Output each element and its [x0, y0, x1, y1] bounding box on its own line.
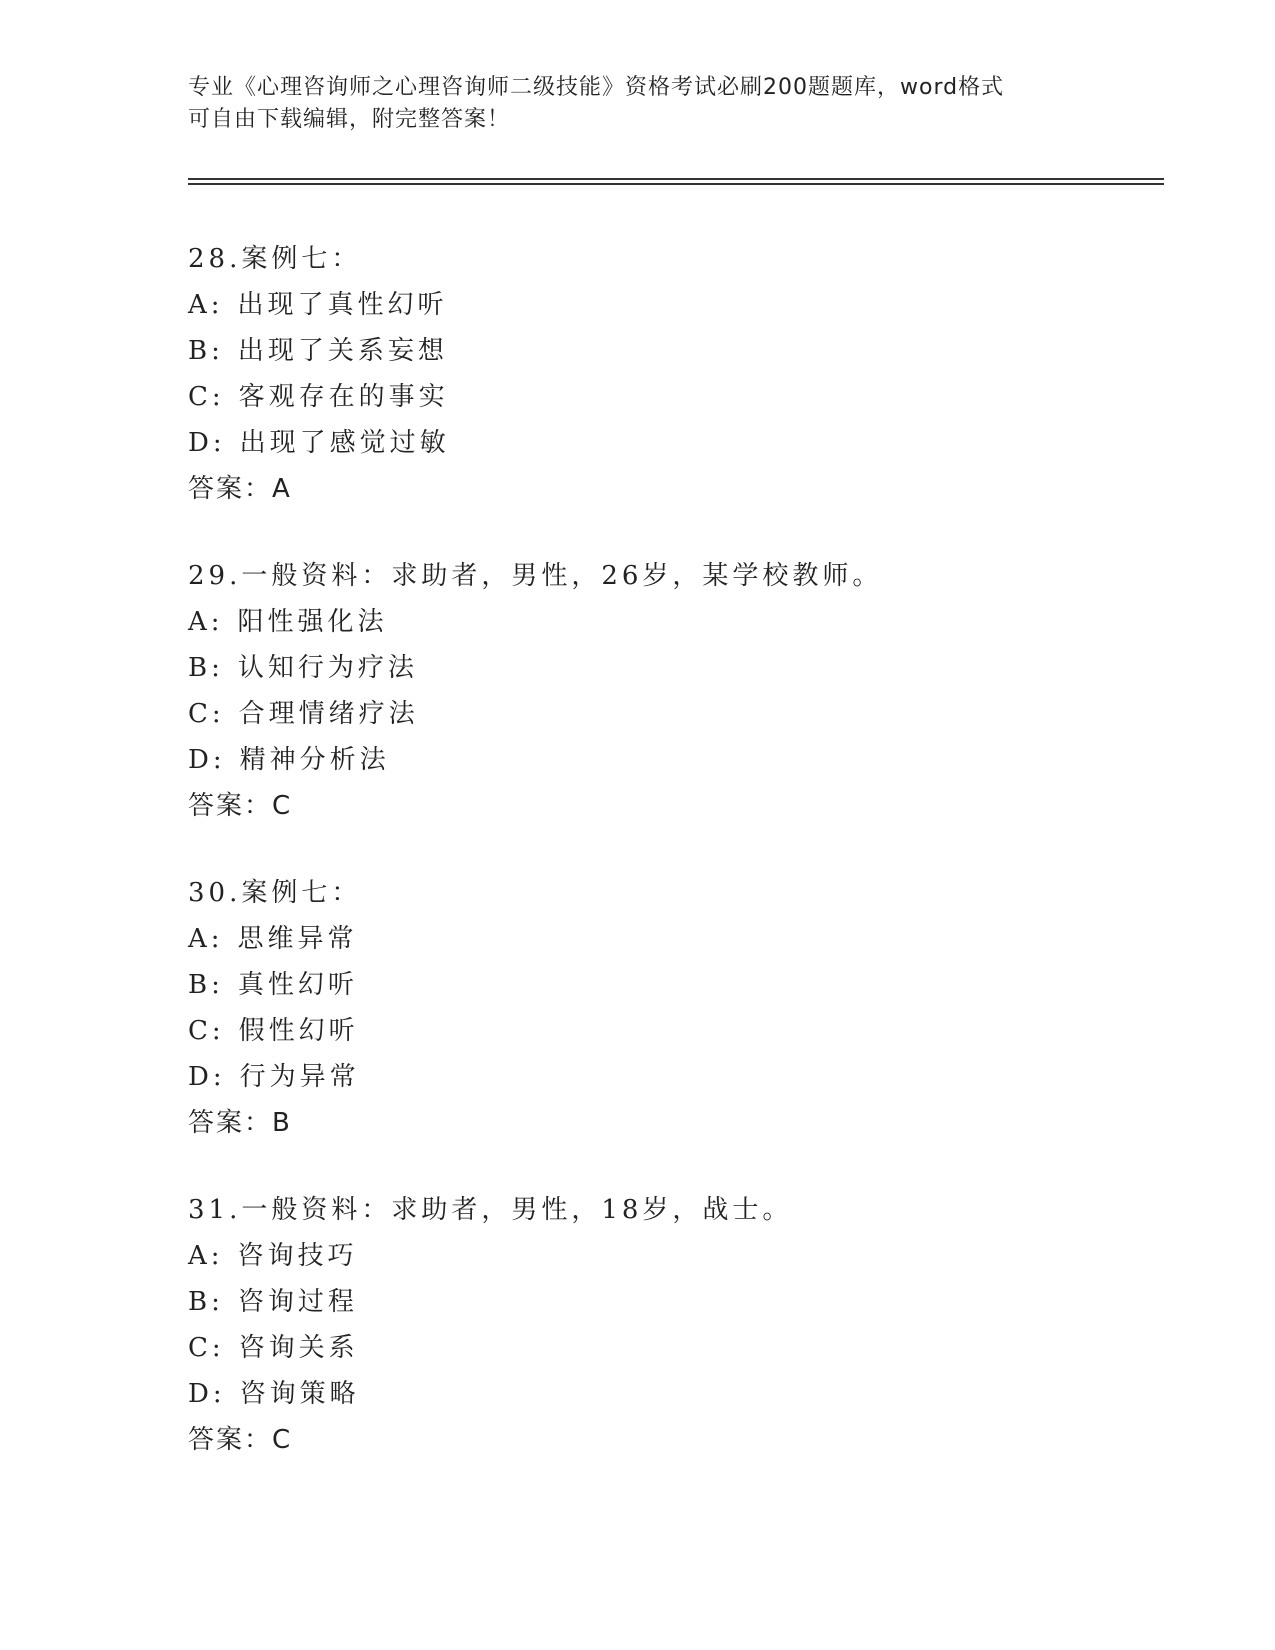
option-label: C: [188, 699, 225, 729]
option-text: 咨询过程 [237, 1287, 358, 1317]
header-rule-bottom [188, 183, 1164, 185]
option-text: 行为异常 [239, 1062, 360, 1092]
answer-line: 答案：B [188, 1108, 292, 1138]
option-label: C: [188, 1016, 225, 1046]
option-text: 客观存在的事实 [238, 382, 449, 412]
option-a [188, 916, 1148, 962]
option-d [188, 420, 1148, 466]
option-text: 真性幻听 [237, 970, 358, 1000]
option-c [188, 691, 1148, 737]
option-a [188, 1233, 1148, 1279]
option-a [188, 282, 1148, 328]
header-line-1: 专业《心理咨询师之心理咨询师二级技能》资格考试必刷200题题库，word格式 [188, 75, 1005, 100]
option-text: 阳性强化法 [237, 607, 388, 637]
option-text: 咨询技巧 [237, 1241, 358, 1271]
option-label: C: [188, 382, 225, 412]
option-d [188, 1054, 1148, 1100]
option-label: D: [188, 1062, 226, 1092]
option-text: 出现了关系妄想 [237, 336, 448, 366]
option-text: 认知行为疗法 [237, 653, 418, 683]
option-label: A: [188, 290, 224, 320]
option-text: 思维异常 [237, 924, 358, 954]
option-b [188, 645, 1148, 691]
option-label: C: [188, 1333, 225, 1363]
question-list [188, 236, 1148, 1504]
option-text: 精神分析法 [239, 745, 390, 775]
option-c [188, 1325, 1148, 1371]
option-label: A: [188, 1241, 224, 1271]
option-label: D: [188, 428, 226, 458]
option-text: 出现了感觉过敏 [239, 428, 450, 458]
answer-line: 答案：C [188, 791, 293, 821]
option-label: D: [188, 1379, 226, 1409]
option-text: 假性幻听 [238, 1016, 359, 1046]
header-line-2: 可自由下载编辑，附完整答案！ [188, 107, 511, 132]
option-label: B: [188, 336, 224, 366]
option-b [188, 962, 1148, 1008]
option-text: 咨询策略 [239, 1379, 360, 1409]
question-stem: 28.案例七： [188, 244, 362, 274]
option-b [188, 328, 1148, 374]
option-label: A: [188, 607, 224, 637]
option-text: 咨询关系 [238, 1333, 359, 1363]
option-text: 出现了真性幻听 [237, 290, 448, 320]
option-label: B: [188, 653, 224, 683]
question-28 [188, 236, 1148, 512]
answer-line: 答案：A [188, 474, 292, 504]
option-label: D: [188, 745, 226, 775]
option-d [188, 737, 1148, 783]
option-c [188, 1008, 1148, 1054]
question-stem: 31.一般资料：求助者，男性，18岁，战士。 [188, 1195, 793, 1225]
question-stem: 29.一般资料：求助者，男性，26岁，某学校教师。 [188, 561, 883, 591]
option-label: A: [188, 924, 224, 954]
document-header [188, 72, 1088, 136]
option-label: B: [188, 970, 224, 1000]
question-31 [188, 1187, 1148, 1463]
option-label: B: [188, 1287, 224, 1317]
option-text: 合理情绪疗法 [238, 699, 419, 729]
question-29 [188, 553, 1148, 829]
option-c [188, 374, 1148, 420]
question-stem: 30.案例七： [188, 878, 362, 908]
option-b [188, 1279, 1148, 1325]
answer-line: 答案：C [188, 1425, 293, 1455]
option-d [188, 1371, 1148, 1417]
header-rule-top [188, 178, 1164, 180]
option-a [188, 599, 1148, 645]
question-30 [188, 870, 1148, 1146]
